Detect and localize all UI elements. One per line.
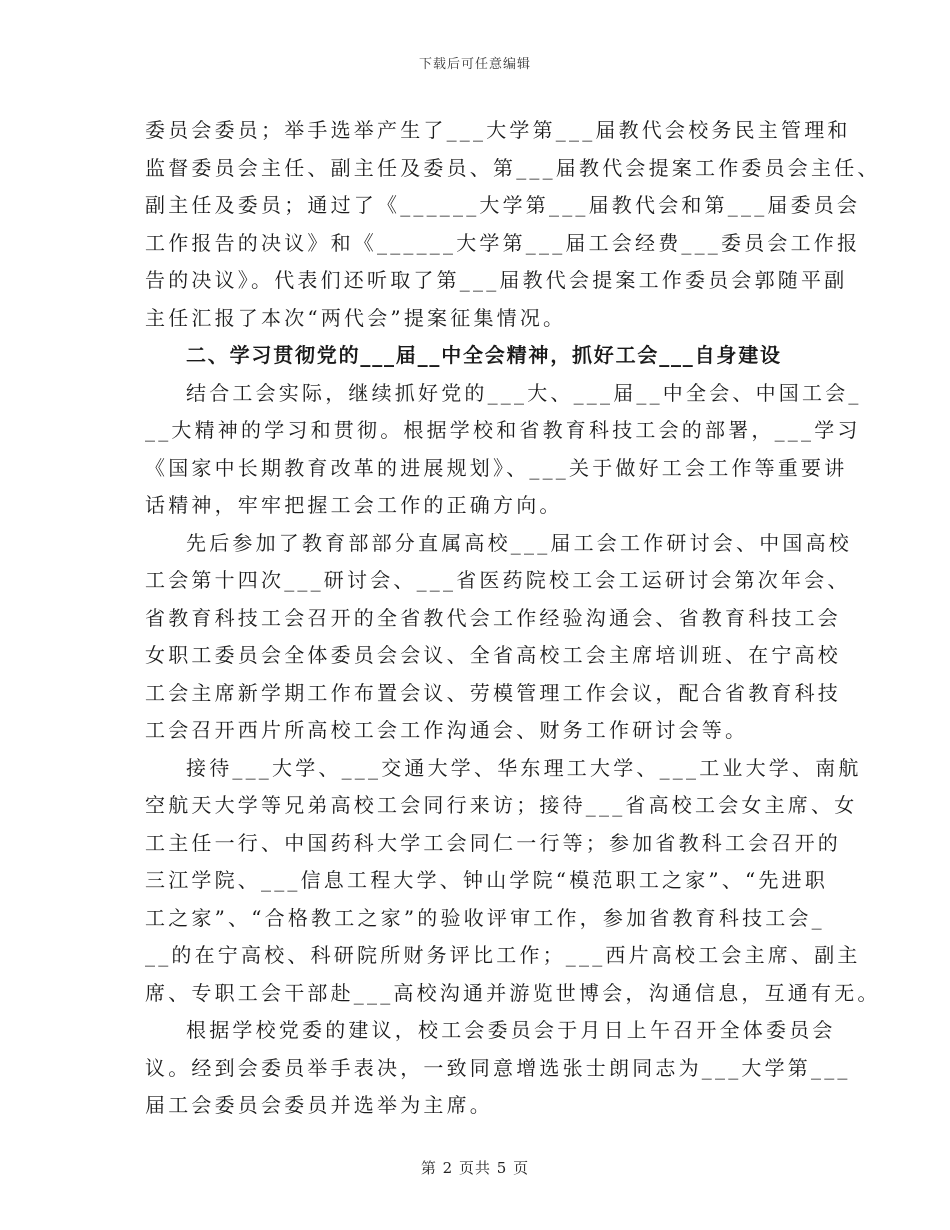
text-line: 工会主席新学期工作布置会议、劳模管理工作会议，配合省教育科技 <box>145 680 841 705</box>
text-line: 工作报告的决议》和《______大学第___届工会经费___委员会工作报 <box>145 230 861 255</box>
text-line: 告的决议》。代表们还听取了第___届教代会提案工作委员会郭随平副 <box>145 268 848 292</box>
text-line: 副主任及委员；通过了《______大学第___届教代会和第___届委员会 <box>145 193 861 217</box>
text-line: 话精神，牢牢把握工会工作的正确方向。 <box>145 493 563 517</box>
text-line: 工会第十四次___研讨会、___省医药院校工会工运研讨会第次年会、 <box>145 568 851 592</box>
text-line: __大精神的学习和贯彻。根据学校和省教育科技工会的部署，___学习 <box>145 418 861 442</box>
paragraph-start-line: 接待___大学、___交通大学、华东理工大学、___工业大学、南航 <box>186 755 862 780</box>
text-line: 女职工委员会全体委员会会议、全省高校工会主席培训班、在宁高校 <box>145 643 841 667</box>
text-line: 工会召开西片所高校工会工作沟通会、财务工作研讨会等。 <box>145 718 749 742</box>
text-line: 工之家”、“合格教工之家”的验收评审工作，参加省教育科技工会_ <box>145 905 825 930</box>
text-line: 《国家中长期教育改革的进展规划》、___关于做好工会工作等重要讲 <box>145 455 848 480</box>
page-header: 下载后可任意编辑 <box>418 57 531 72</box>
document-body <box>145 112 881 1125</box>
text-line: 工主任一行、中国药科大学工会同仁一行等；参加省教科工会召开的 <box>145 830 841 855</box>
paragraph-start-line: 先后参加了教育部部分直属高校___届工会工作研讨会、中国高校 <box>186 530 852 555</box>
text-line: 议。经到会委员举手表决，一致同意增选张士朗同志为___大学第___ <box>145 1055 851 1080</box>
paragraph-start-line: 根据学校党委的建议，校工会委员会于月日上午召开全体委员会 <box>186 1018 836 1042</box>
text-line: __的在宁高校、科研院所财务评比工作；___西片高校工会主席、副主 <box>145 943 861 967</box>
paragraph-start-line: 结合工会实际，继续抓好党的___大、___届__中全会、中国工会_ <box>186 380 862 405</box>
text-line: 委员会委员；举手选举产生了___大学第___届教代会校务民主管理和 <box>145 118 851 142</box>
text-line: 主任汇报了本次“两代会”提案征集情况。 <box>145 305 567 330</box>
text-line: 省教育科技工会召开的全省教代会工作经验沟通会、省教育科技工会 <box>145 605 841 630</box>
section-heading: 二、学习贯彻党的___届__中全会精神，抓好工会___自身建设 <box>186 343 782 367</box>
text-line: 三江学院、___信息工程大学、钟山学院“模范职工之家”、“先进职 <box>145 868 829 892</box>
text-line: 席、专职工会干部赴___高校沟通并游览世博会，沟通信息，互通有无。 <box>145 980 881 1005</box>
text-line: 空航天大学等兄弟高校工会同行来访；接待___省高校工会女主席、女 <box>145 793 858 817</box>
text-line: 监督委员会主任、副主任及委员、第___届教代会提案工作委员会主任、 <box>145 155 881 180</box>
page-number: 第 2 页共 5 页 <box>420 1159 530 1177</box>
text-line: 届工会委员会委员并选举为主席。 <box>145 1093 493 1117</box>
